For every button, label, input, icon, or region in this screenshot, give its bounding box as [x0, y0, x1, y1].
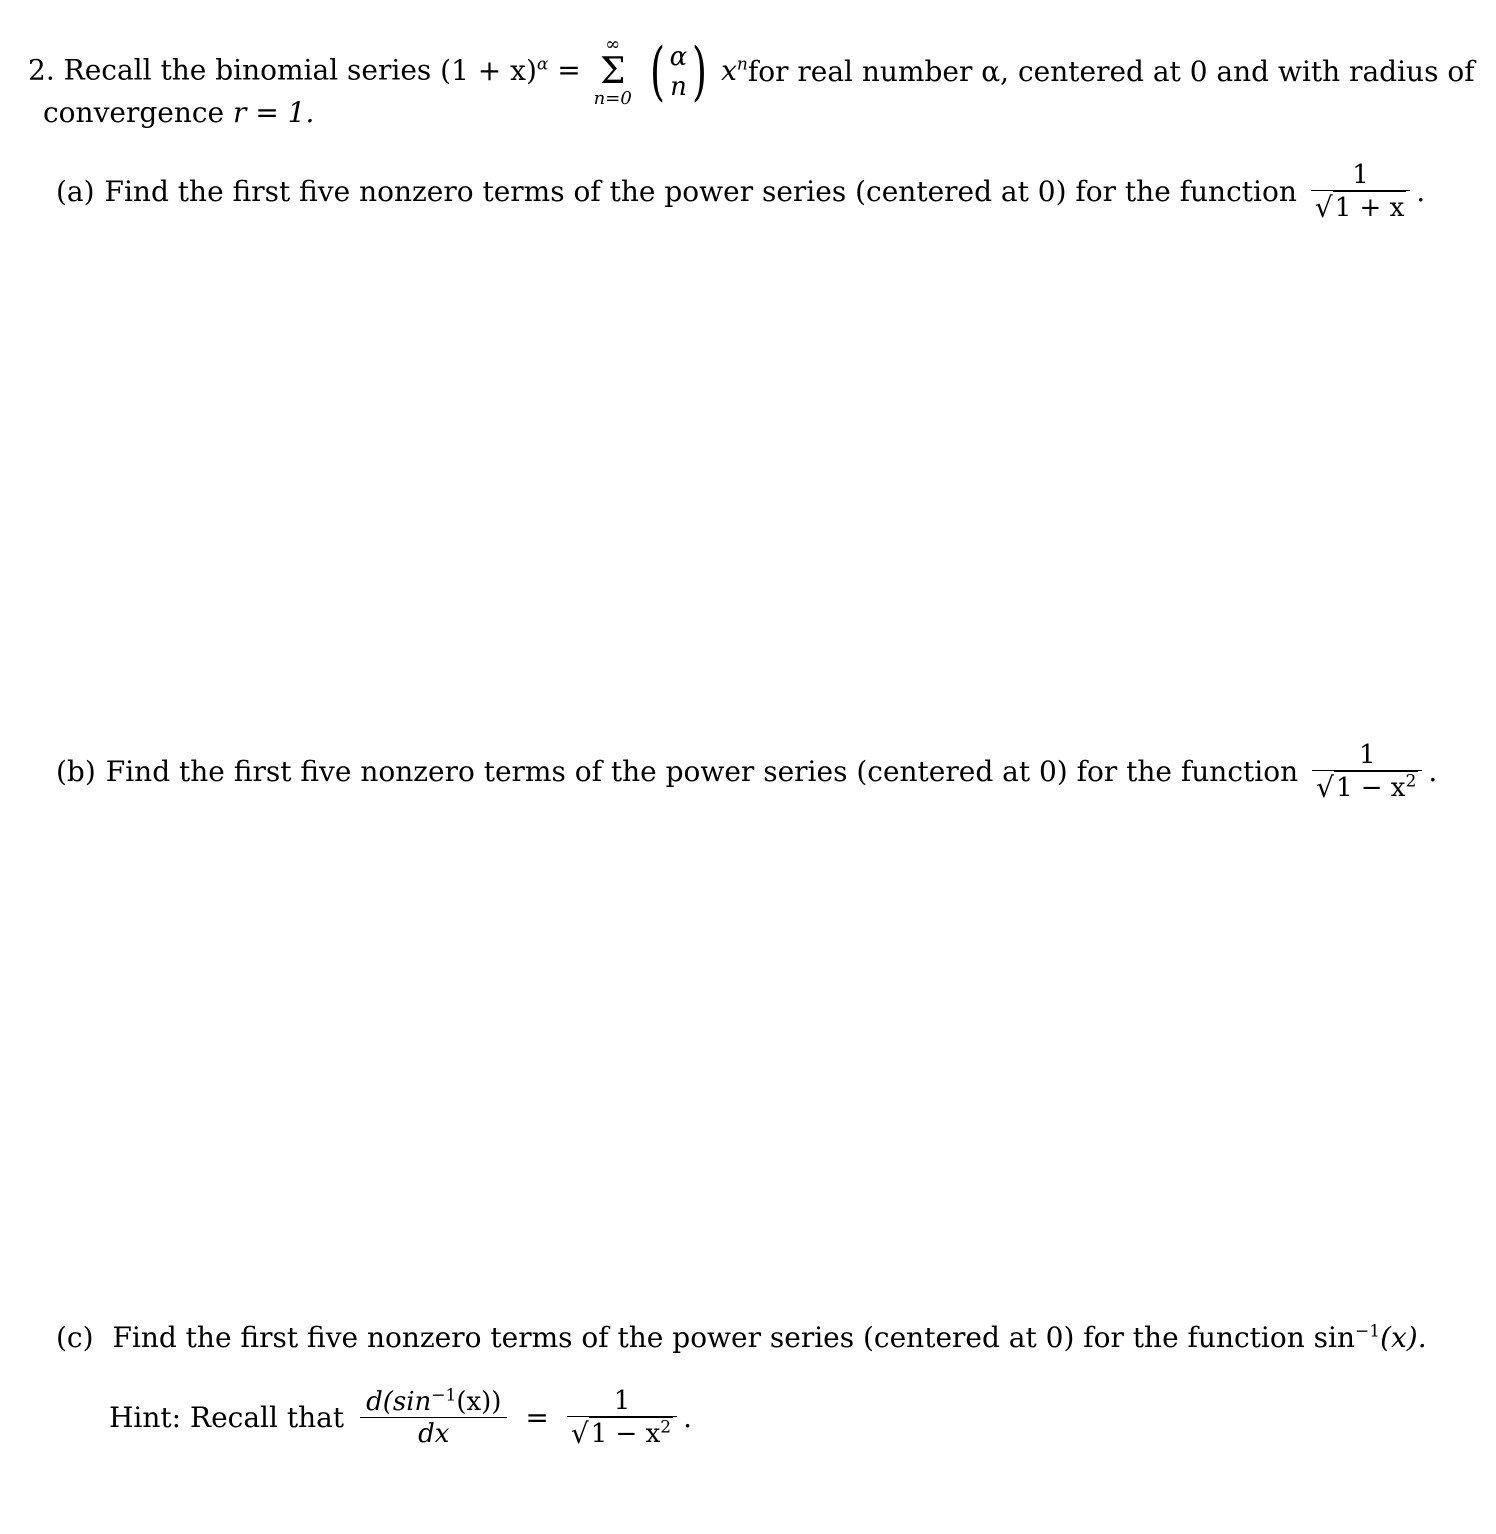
part-a	[56, 160, 1425, 224]
part-b-fraction	[1312, 740, 1422, 804]
intro-rest: for real number α, centered at 0 and with radius of	[747, 55, 1475, 88]
part-b	[56, 740, 1437, 804]
intro-text: Recall the binomial series	[63, 53, 432, 87]
binom-top: α	[669, 42, 688, 72]
part-b-frac-den: √ $1 - x^2$	[1316, 771, 1417, 804]
sum-upper-limit: ∞	[605, 34, 621, 55]
part-a-frac-num: 1	[1352, 160, 1369, 190]
sum-symbol: Σ	[600, 51, 626, 92]
series-lhs: $(1 + x)^\alpha$	[440, 53, 549, 87]
series-term: $x^n$	[721, 53, 748, 87]
radius-of-convergence: r = 1.	[233, 96, 315, 129]
part-b-label: (b)	[56, 755, 96, 788]
binomial-coefficient: ( α n )	[649, 35, 708, 109]
part-c-text: Find the first five nonzero terms of the power series (centered at 0) for the function	[112, 1321, 1305, 1354]
part-b-text: Find the first five nonzero terms of the power series (centered at 0) for the function	[105, 755, 1299, 788]
hint-derivative-fraction	[360, 1384, 507, 1450]
intro-line2-text: convergence	[43, 96, 225, 129]
part-c-function: $\sin^{-1}(x)$.	[1313, 1321, 1427, 1354]
part-b-frac-num: 1	[1358, 740, 1376, 770]
hint-derivative-den: dx	[418, 1418, 450, 1449]
hint-derivative-num: $d(\sin^{-1}(x))$	[366, 1384, 502, 1417]
part-a-text: Find the first five nonzero terms of the power series (centered at 0) for the function	[104, 175, 1297, 208]
hint-rhs-num: 1	[613, 1386, 631, 1416]
hint-label: Hint: Recall that	[109, 1401, 345, 1434]
part-a-frac-den: √ 1 + x	[1314, 191, 1405, 224]
hint-rhs-den: √ $1 - x^2$	[570, 1417, 672, 1450]
hint-end: .	[683, 1401, 692, 1434]
problem-intro-line-2	[43, 96, 314, 130]
part-a-label: (a)	[56, 175, 95, 208]
equals-sign: =	[557, 53, 581, 87]
binom-bottom: n	[670, 72, 687, 102]
hint-equals: =	[525, 1401, 549, 1434]
summation	[594, 36, 632, 108]
part-a-end: .	[1416, 175, 1426, 208]
part-c	[56, 1321, 1427, 1355]
part-a-fraction	[1311, 160, 1410, 224]
hint-rhs-fraction	[567, 1386, 677, 1450]
problem-number: 2.	[28, 53, 55, 87]
part-c-label: (c)	[56, 1321, 94, 1354]
part-b-end: .	[1428, 755, 1438, 788]
part-c-hint	[109, 1386, 692, 1450]
sum-lower-limit: n=0	[593, 88, 632, 109]
